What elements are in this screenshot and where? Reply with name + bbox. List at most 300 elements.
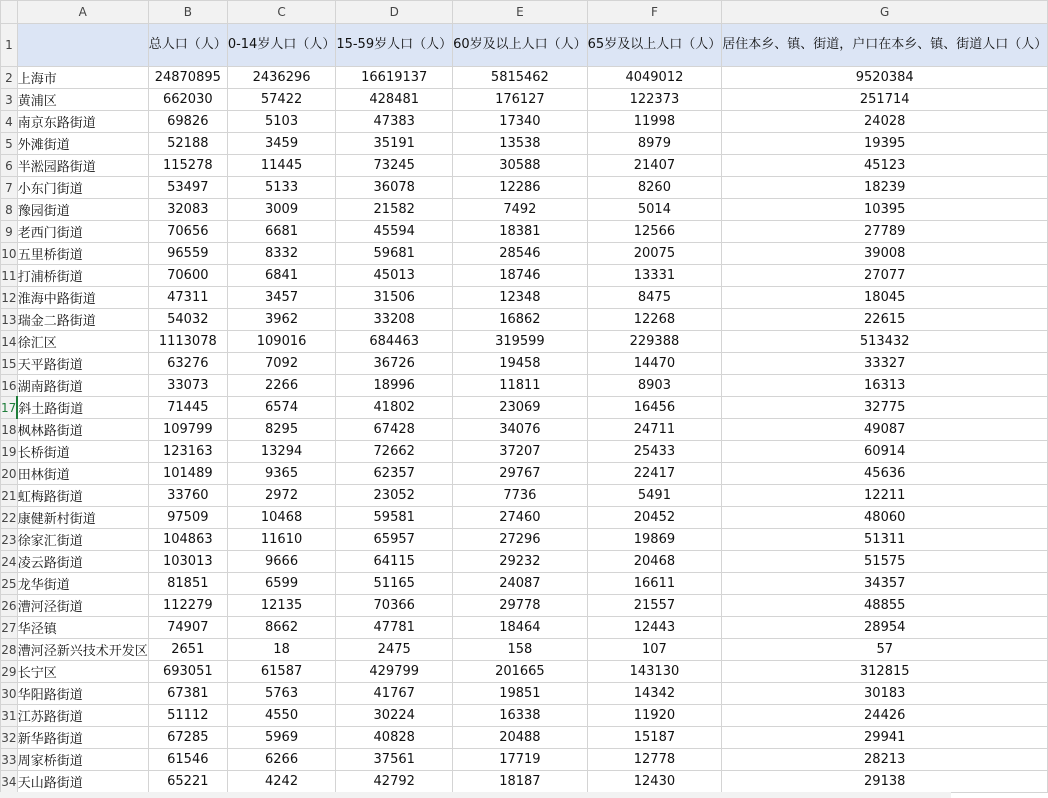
value-cell[interactable]: 31506 bbox=[336, 287, 453, 309]
region-name-cell[interactable]: 外滩街道 bbox=[17, 133, 148, 155]
value-cell[interactable]: 8260 bbox=[587, 177, 722, 199]
value-cell[interactable]: 52188 bbox=[148, 133, 227, 155]
region-name-cell[interactable]: 小东门街道 bbox=[17, 177, 148, 199]
value-cell[interactable]: 22417 bbox=[587, 463, 722, 485]
row-header[interactable]: 34 bbox=[1, 771, 18, 793]
value-cell[interactable]: 19869 bbox=[587, 529, 722, 551]
row-header[interactable]: 30 bbox=[1, 683, 18, 705]
value-cell[interactable]: 251714 bbox=[722, 89, 1048, 111]
value-cell[interactable]: 23052 bbox=[336, 485, 453, 507]
header-cell[interactable] bbox=[17, 24, 148, 67]
value-cell[interactable]: 11998 bbox=[587, 111, 722, 133]
row-header[interactable]: 11 bbox=[1, 265, 18, 287]
region-name-cell[interactable]: 老西门街道 bbox=[17, 221, 148, 243]
value-cell[interactable]: 21557 bbox=[587, 595, 722, 617]
value-cell[interactable]: 62357 bbox=[336, 463, 453, 485]
value-cell[interactable]: 57 bbox=[722, 639, 1048, 661]
header-cell[interactable]: 60岁及以上人口（人） bbox=[453, 24, 588, 67]
value-cell[interactable]: 9666 bbox=[227, 551, 336, 573]
value-cell[interactable]: 123163 bbox=[148, 441, 227, 463]
value-cell[interactable]: 48060 bbox=[722, 507, 1048, 529]
value-cell[interactable]: 65221 bbox=[148, 771, 227, 793]
value-cell[interactable]: 104863 bbox=[148, 529, 227, 551]
table-row bbox=[1, 331, 1048, 353]
value-cell[interactable]: 22615 bbox=[722, 309, 1048, 331]
value-cell[interactable]: 34357 bbox=[722, 573, 1048, 595]
value-cell[interactable]: 39008 bbox=[722, 243, 1048, 265]
value-cell[interactable]: 30588 bbox=[453, 155, 588, 177]
value-cell[interactable]: 18464 bbox=[453, 617, 588, 639]
value-cell[interactable]: 28546 bbox=[453, 243, 588, 265]
value-cell[interactable]: 19395 bbox=[722, 133, 1048, 155]
value-cell[interactable]: 69826 bbox=[148, 111, 227, 133]
row-header[interactable]: 10 bbox=[1, 243, 18, 265]
value-cell[interactable]: 17340 bbox=[453, 111, 588, 133]
value-cell[interactable]: 21582 bbox=[336, 199, 453, 221]
value-cell[interactable]: 73245 bbox=[336, 155, 453, 177]
value-cell[interactable]: 5815462 bbox=[453, 67, 588, 89]
value-cell[interactable]: 12286 bbox=[453, 177, 588, 199]
header-cell[interactable]: 0-14岁人口（人） bbox=[227, 24, 336, 67]
value-cell[interactable]: 27077 bbox=[722, 265, 1048, 287]
value-cell[interactable]: 11811 bbox=[453, 375, 588, 397]
row-header[interactable]: 25 bbox=[1, 573, 18, 595]
row-header[interactable]: 6 bbox=[1, 155, 18, 177]
table-row bbox=[1, 287, 1048, 309]
column-header-a[interactable]: A bbox=[17, 1, 148, 24]
value-cell[interactable]: 24087 bbox=[453, 573, 588, 595]
value-cell[interactable]: 6841 bbox=[227, 265, 336, 287]
region-name-cell[interactable]: 天山路街道 bbox=[17, 771, 148, 793]
region-name-cell[interactable]: 上海市 bbox=[17, 67, 148, 89]
header-cell[interactable]: 居住本乡、镇、街道，户口在本乡、镇、街道人口（人） bbox=[722, 24, 1048, 67]
value-cell[interactable]: 49087 bbox=[722, 419, 1048, 441]
value-cell[interactable]: 34076 bbox=[453, 419, 588, 441]
value-cell[interactable]: 61587 bbox=[227, 661, 336, 683]
value-cell[interactable]: 29778 bbox=[453, 595, 588, 617]
value-cell[interactable]: 29941 bbox=[722, 727, 1048, 749]
value-cell[interactable]: 29232 bbox=[453, 551, 588, 573]
table-row bbox=[1, 661, 1048, 683]
value-cell[interactable]: 693051 bbox=[148, 661, 227, 683]
value-cell[interactable]: 33327 bbox=[722, 353, 1048, 375]
value-cell[interactable]: 47311 bbox=[148, 287, 227, 309]
value-cell[interactable]: 59681 bbox=[336, 243, 453, 265]
value-cell[interactable]: 12211 bbox=[722, 485, 1048, 507]
row-header[interactable]: 23 bbox=[1, 529, 18, 551]
column-header-e[interactable]: E bbox=[453, 1, 588, 24]
value-cell[interactable]: 10468 bbox=[227, 507, 336, 529]
value-cell[interactable]: 14470 bbox=[587, 353, 722, 375]
region-name-cell[interactable]: 五里桥街道 bbox=[17, 243, 148, 265]
table-row bbox=[1, 463, 1048, 485]
value-cell[interactable]: 3459 bbox=[227, 133, 336, 155]
value-cell[interactable]: 16456 bbox=[587, 397, 722, 419]
value-cell[interactable]: 28954 bbox=[722, 617, 1048, 639]
value-cell[interactable]: 5491 bbox=[587, 485, 722, 507]
value-cell[interactable]: 40828 bbox=[336, 727, 453, 749]
region-name-cell[interactable]: 田林街道 bbox=[17, 463, 148, 485]
value-cell[interactable]: 65957 bbox=[336, 529, 453, 551]
horizontal-scrollbar[interactable] bbox=[0, 792, 951, 798]
row-header[interactable]: 4 bbox=[1, 111, 18, 133]
value-cell[interactable]: 112279 bbox=[148, 595, 227, 617]
value-cell[interactable]: 11920 bbox=[587, 705, 722, 727]
value-cell[interactable]: 13294 bbox=[227, 441, 336, 463]
value-cell[interactable]: 12430 bbox=[587, 771, 722, 793]
value-cell[interactable]: 109016 bbox=[227, 331, 336, 353]
value-cell[interactable]: 81851 bbox=[148, 573, 227, 595]
table-row bbox=[1, 353, 1048, 375]
region-name-cell[interactable]: 虹梅路街道 bbox=[17, 485, 148, 507]
row-header[interactable]: 2 bbox=[1, 67, 18, 89]
value-cell[interactable]: 7092 bbox=[227, 353, 336, 375]
region-name-cell[interactable]: 华泾镇 bbox=[17, 617, 148, 639]
region-name-cell[interactable]: 斜土路街道 bbox=[17, 397, 148, 419]
region-name-cell[interactable]: 徐家汇街道 bbox=[17, 529, 148, 551]
table-row bbox=[1, 111, 1048, 133]
row-header[interactable]: 18 bbox=[1, 419, 18, 441]
value-cell[interactable]: 7736 bbox=[453, 485, 588, 507]
header-cell[interactable]: 15-59岁人口（人） bbox=[336, 24, 453, 67]
row-header[interactable]: 24 bbox=[1, 551, 18, 573]
table-row bbox=[1, 749, 1048, 771]
value-cell[interactable]: 18381 bbox=[453, 221, 588, 243]
value-cell[interactable]: 13331 bbox=[587, 265, 722, 287]
value-cell[interactable]: 428481 bbox=[336, 89, 453, 111]
value-cell[interactable]: 8979 bbox=[587, 133, 722, 155]
value-cell[interactable]: 9520384 bbox=[722, 67, 1048, 89]
row-header[interactable]: 31 bbox=[1, 705, 18, 727]
value-cell[interactable]: 16619137 bbox=[336, 67, 453, 89]
value-cell[interactable]: 20468 bbox=[587, 551, 722, 573]
value-cell[interactable]: 5103 bbox=[227, 111, 336, 133]
header-cell[interactable]: 总人口（人） bbox=[148, 24, 227, 67]
value-cell[interactable]: 24870895 bbox=[148, 67, 227, 89]
table-row bbox=[1, 397, 1048, 419]
value-cell[interactable]: 201665 bbox=[453, 661, 588, 683]
value-cell[interactable]: 103013 bbox=[148, 551, 227, 573]
row-header[interactable]: 17 bbox=[1, 397, 18, 419]
value-cell[interactable]: 20075 bbox=[587, 243, 722, 265]
region-name-cell[interactable]: 天平路街道 bbox=[17, 353, 148, 375]
value-cell[interactable]: 48855 bbox=[722, 595, 1048, 617]
row-header[interactable]: 20 bbox=[1, 463, 18, 485]
region-name-cell[interactable]: 枫林路街道 bbox=[17, 419, 148, 441]
value-cell[interactable]: 18239 bbox=[722, 177, 1048, 199]
row-header[interactable]: 9 bbox=[1, 221, 18, 243]
value-cell[interactable]: 67428 bbox=[336, 419, 453, 441]
value-cell[interactable]: 8295 bbox=[227, 419, 336, 441]
table-row bbox=[1, 375, 1048, 397]
value-cell[interactable]: 29767 bbox=[453, 463, 588, 485]
table-row bbox=[1, 485, 1048, 507]
value-cell[interactable]: 33073 bbox=[148, 375, 227, 397]
value-cell[interactable]: 5763 bbox=[227, 683, 336, 705]
value-cell[interactable]: 97509 bbox=[148, 507, 227, 529]
value-cell[interactable]: 51112 bbox=[148, 705, 227, 727]
value-cell[interactable]: 70600 bbox=[148, 265, 227, 287]
value-cell[interactable]: 13538 bbox=[453, 133, 588, 155]
value-cell[interactable]: 107 bbox=[587, 639, 722, 661]
value-cell[interactable]: 176127 bbox=[453, 89, 588, 111]
value-cell[interactable]: 53497 bbox=[148, 177, 227, 199]
region-name-cell[interactable]: 豫园街道 bbox=[17, 199, 148, 221]
value-cell[interactable]: 101489 bbox=[148, 463, 227, 485]
row-header[interactable]: 12 bbox=[1, 287, 18, 309]
value-cell[interactable]: 42792 bbox=[336, 771, 453, 793]
header-cell[interactable]: 65岁及以上人口（人） bbox=[587, 24, 722, 67]
region-name-cell[interactable]: 周家桥街道 bbox=[17, 749, 148, 771]
table-row bbox=[1, 265, 1048, 287]
row-header[interactable]: 16 bbox=[1, 375, 18, 397]
value-cell[interactable]: 4049012 bbox=[587, 67, 722, 89]
value-cell[interactable]: 74907 bbox=[148, 617, 227, 639]
value-cell[interactable]: 115278 bbox=[148, 155, 227, 177]
column-header-b[interactable]: B bbox=[148, 1, 227, 24]
value-cell[interactable]: 4242 bbox=[227, 771, 336, 793]
value-cell[interactable]: 18187 bbox=[453, 771, 588, 793]
table-row bbox=[1, 89, 1048, 111]
value-cell[interactable]: 24426 bbox=[722, 705, 1048, 727]
value-cell[interactable]: 158 bbox=[453, 639, 588, 661]
value-cell[interactable]: 312815 bbox=[722, 661, 1048, 683]
value-cell[interactable]: 2651 bbox=[148, 639, 227, 661]
region-name-cell[interactable]: 江苏路街道 bbox=[17, 705, 148, 727]
region-name-cell[interactable]: 长宁区 bbox=[17, 661, 148, 683]
value-cell[interactable]: 5969 bbox=[227, 727, 336, 749]
row-header[interactable]: 27 bbox=[1, 617, 18, 639]
value-cell[interactable]: 2266 bbox=[227, 375, 336, 397]
value-cell[interactable]: 54032 bbox=[148, 309, 227, 331]
value-cell[interactable]: 45594 bbox=[336, 221, 453, 243]
value-cell[interactable]: 28213 bbox=[722, 749, 1048, 771]
table-row bbox=[1, 529, 1048, 551]
value-cell[interactable]: 18045 bbox=[722, 287, 1048, 309]
value-cell[interactable]: 51165 bbox=[336, 573, 453, 595]
value-cell[interactable]: 12443 bbox=[587, 617, 722, 639]
value-cell[interactable]: 41767 bbox=[336, 683, 453, 705]
value-cell[interactable]: 47781 bbox=[336, 617, 453, 639]
value-cell[interactable]: 72662 bbox=[336, 441, 453, 463]
region-name-cell[interactable]: 打浦桥街道 bbox=[17, 265, 148, 287]
value-cell[interactable]: 51575 bbox=[722, 551, 1048, 573]
region-name-cell[interactable]: 龙华街道 bbox=[17, 573, 148, 595]
region-name-cell[interactable]: 南京东路街道 bbox=[17, 111, 148, 133]
value-cell[interactable]: 18 bbox=[227, 639, 336, 661]
value-cell[interactable]: 17719 bbox=[453, 749, 588, 771]
value-cell[interactable]: 35191 bbox=[336, 133, 453, 155]
value-cell[interactable]: 14342 bbox=[587, 683, 722, 705]
column-header-c[interactable]: C bbox=[227, 1, 336, 24]
region-name-cell[interactable]: 徐汇区 bbox=[17, 331, 148, 353]
value-cell[interactable]: 25433 bbox=[587, 441, 722, 463]
region-name-cell[interactable]: 黄浦区 bbox=[17, 89, 148, 111]
value-cell[interactable]: 30224 bbox=[336, 705, 453, 727]
value-cell[interactable]: 32083 bbox=[148, 199, 227, 221]
row-header[interactable]: 21 bbox=[1, 485, 18, 507]
region-name-cell[interactable]: 漕河泾新兴技术开发区 bbox=[17, 639, 148, 661]
row-header[interactable]: 22 bbox=[1, 507, 18, 529]
region-name-cell[interactable]: 新华路街道 bbox=[17, 727, 148, 749]
row-header[interactable]: 3 bbox=[1, 89, 18, 111]
table-row bbox=[1, 177, 1048, 199]
row-header[interactable]: 32 bbox=[1, 727, 18, 749]
row-header[interactable]: 26 bbox=[1, 595, 18, 617]
value-cell[interactable]: 429799 bbox=[336, 661, 453, 683]
row-header[interactable]: 1 bbox=[1, 24, 18, 67]
value-cell[interactable]: 3962 bbox=[227, 309, 336, 331]
value-cell[interactable]: 20452 bbox=[587, 507, 722, 529]
region-name-cell[interactable]: 康健新村街道 bbox=[17, 507, 148, 529]
value-cell[interactable]: 11445 bbox=[227, 155, 336, 177]
value-cell[interactable]: 57422 bbox=[227, 89, 336, 111]
value-cell[interactable]: 9365 bbox=[227, 463, 336, 485]
value-cell[interactable]: 319599 bbox=[453, 331, 588, 353]
value-cell[interactable]: 19458 bbox=[453, 353, 588, 375]
value-cell[interactable]: 71445 bbox=[148, 397, 227, 419]
region-name-cell[interactable]: 长桥街道 bbox=[17, 441, 148, 463]
value-cell[interactable]: 16862 bbox=[453, 309, 588, 331]
value-cell[interactable]: 16313 bbox=[722, 375, 1048, 397]
value-cell[interactable]: 37561 bbox=[336, 749, 453, 771]
value-cell[interactable]: 20488 bbox=[453, 727, 588, 749]
value-cell[interactable]: 27296 bbox=[453, 529, 588, 551]
region-name-cell[interactable]: 湖南路街道 bbox=[17, 375, 148, 397]
value-cell[interactable]: 36078 bbox=[336, 177, 453, 199]
value-cell[interactable]: 60914 bbox=[722, 441, 1048, 463]
value-cell[interactable]: 33208 bbox=[336, 309, 453, 331]
value-cell[interactable]: 33760 bbox=[148, 485, 227, 507]
value-cell[interactable]: 1113078 bbox=[148, 331, 227, 353]
value-cell[interactable]: 12348 bbox=[453, 287, 588, 309]
value-cell[interactable]: 6599 bbox=[227, 573, 336, 595]
value-cell[interactable]: 18996 bbox=[336, 375, 453, 397]
value-cell[interactable]: 61546 bbox=[148, 749, 227, 771]
column-header-g[interactable]: G bbox=[722, 1, 1048, 24]
region-name-cell[interactable]: 淮海中路街道 bbox=[17, 287, 148, 309]
row-header[interactable]: 14 bbox=[1, 331, 18, 353]
value-cell[interactable]: 70366 bbox=[336, 595, 453, 617]
value-cell[interactable]: 30183 bbox=[722, 683, 1048, 705]
value-cell[interactable]: 16338 bbox=[453, 705, 588, 727]
value-cell[interactable]: 6681 bbox=[227, 221, 336, 243]
value-cell[interactable]: 63276 bbox=[148, 353, 227, 375]
value-cell[interactable]: 12135 bbox=[227, 595, 336, 617]
value-cell[interactable]: 2436296 bbox=[227, 67, 336, 89]
value-cell[interactable]: 19851 bbox=[453, 683, 588, 705]
value-cell[interactable]: 5133 bbox=[227, 177, 336, 199]
value-cell[interactable]: 24711 bbox=[587, 419, 722, 441]
value-cell[interactable]: 8662 bbox=[227, 617, 336, 639]
value-cell[interactable]: 662030 bbox=[148, 89, 227, 111]
value-cell[interactable]: 18746 bbox=[453, 265, 588, 287]
column-header-f[interactable]: F bbox=[587, 1, 722, 24]
value-cell[interactable]: 15187 bbox=[587, 727, 722, 749]
value-cell[interactable]: 3009 bbox=[227, 199, 336, 221]
value-cell[interactable]: 27460 bbox=[453, 507, 588, 529]
value-cell[interactable]: 7492 bbox=[453, 199, 588, 221]
value-cell[interactable]: 2972 bbox=[227, 485, 336, 507]
row-header[interactable]: 8 bbox=[1, 199, 18, 221]
value-cell[interactable]: 513432 bbox=[722, 331, 1048, 353]
region-name-cell[interactable]: 半淞园路街道 bbox=[17, 155, 148, 177]
value-cell[interactable]: 70656 bbox=[148, 221, 227, 243]
column-header-d[interactable]: D bbox=[336, 1, 453, 24]
row-header[interactable]: 33 bbox=[1, 749, 18, 771]
value-cell[interactable]: 684463 bbox=[336, 331, 453, 353]
value-cell[interactable]: 59581 bbox=[336, 507, 453, 529]
region-name-cell[interactable]: 凌云路街道 bbox=[17, 551, 148, 573]
region-name-cell[interactable]: 漕河泾街道 bbox=[17, 595, 148, 617]
value-cell[interactable]: 24028 bbox=[722, 111, 1048, 133]
value-cell[interactable]: 109799 bbox=[148, 419, 227, 441]
value-cell[interactable]: 4550 bbox=[227, 705, 336, 727]
value-cell[interactable]: 47383 bbox=[336, 111, 453, 133]
region-name-cell[interactable]: 华阳路街道 bbox=[17, 683, 148, 705]
value-cell[interactable]: 29138 bbox=[722, 771, 1048, 793]
value-cell[interactable]: 36726 bbox=[336, 353, 453, 375]
value-cell[interactable]: 6266 bbox=[227, 749, 336, 771]
row-header[interactable]: 28 bbox=[1, 639, 18, 661]
value-cell[interactable]: 11610 bbox=[227, 529, 336, 551]
value-cell[interactable]: 96559 bbox=[148, 243, 227, 265]
value-cell[interactable]: 12778 bbox=[587, 749, 722, 771]
row-header[interactable]: 15 bbox=[1, 353, 18, 375]
value-cell[interactable]: 45636 bbox=[722, 463, 1048, 485]
value-cell[interactable]: 6574 bbox=[227, 397, 336, 419]
row-header[interactable]: 29 bbox=[1, 661, 18, 683]
value-cell[interactable]: 21407 bbox=[587, 155, 722, 177]
table-row bbox=[1, 639, 1048, 661]
value-cell[interactable]: 2475 bbox=[336, 639, 453, 661]
value-cell[interactable]: 67381 bbox=[148, 683, 227, 705]
value-cell[interactable]: 8903 bbox=[587, 375, 722, 397]
table-row bbox=[1, 705, 1048, 727]
row-header[interactable]: 19 bbox=[1, 441, 18, 463]
value-cell[interactable]: 51311 bbox=[722, 529, 1048, 551]
value-cell[interactable]: 12268 bbox=[587, 309, 722, 331]
value-cell[interactable]: 10395 bbox=[722, 199, 1048, 221]
region-name-cell[interactable]: 瑞金二路街道 bbox=[17, 309, 148, 331]
value-cell[interactable]: 143130 bbox=[587, 661, 722, 683]
value-cell[interactable]: 3457 bbox=[227, 287, 336, 309]
value-cell[interactable]: 32775 bbox=[722, 397, 1048, 419]
value-cell[interactable]: 45123 bbox=[722, 155, 1048, 177]
row-header[interactable]: 5 bbox=[1, 133, 18, 155]
value-cell[interactable]: 5014 bbox=[587, 199, 722, 221]
value-cell[interactable]: 37207 bbox=[453, 441, 588, 463]
value-cell[interactable]: 64115 bbox=[336, 551, 453, 573]
value-cell[interactable]: 8475 bbox=[587, 287, 722, 309]
row-header[interactable]: 13 bbox=[1, 309, 18, 331]
value-cell[interactable]: 229388 bbox=[587, 331, 722, 353]
value-cell[interactable]: 23069 bbox=[453, 397, 588, 419]
value-cell[interactable]: 12566 bbox=[587, 221, 722, 243]
value-cell[interactable]: 16611 bbox=[587, 573, 722, 595]
value-cell[interactable]: 45013 bbox=[336, 265, 453, 287]
table-row bbox=[1, 683, 1048, 705]
value-cell[interactable]: 8332 bbox=[227, 243, 336, 265]
row-header[interactable]: 7 bbox=[1, 177, 18, 199]
value-cell[interactable]: 41802 bbox=[336, 397, 453, 419]
table-row bbox=[1, 507, 1048, 529]
value-cell[interactable]: 122373 bbox=[587, 89, 722, 111]
value-cell[interactable]: 67285 bbox=[148, 727, 227, 749]
table-row bbox=[1, 617, 1048, 639]
select-all-corner[interactable] bbox=[1, 1, 18, 24]
value-cell[interactable]: 27789 bbox=[722, 221, 1048, 243]
